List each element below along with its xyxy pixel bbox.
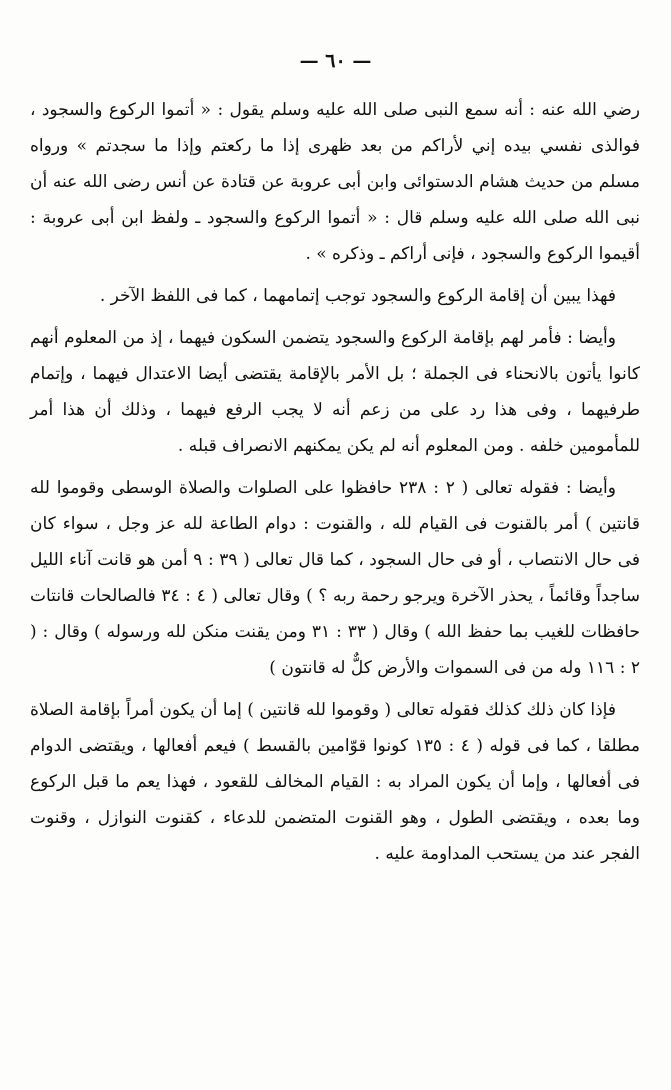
paragraph-tranquility: وأيضا : فأمر لهم بإقامة الركوع والسجود يتضمن السكون فيهما ، إذ من المعلوم أنهم كانوا يأتون بالانحناء فى الجملة ؛ بل الأمر بالإقامة يقتضى أيضا الاعتدال فيهما ، وإتمام طرفيهما ، وفى هذا رد على من زعم أنه لا يجب الرفع فيهما ، وذلك أن هذا أمر للمأمومين خلفه . ومن المعلوم أنه لم يكن يمكنهم الانصراف قبله . (30, 328, 640, 456)
page-body (30, 92, 640, 872)
paragraph-qunut: وأيضا : فقوله تعالى ( ٢ : ٢٣٨ حافظوا على الصلوات والصلاة الوسطى وقوموا لله قانتين ) أمر بالقنوت فى القيام لله ، والقنوت : دوام الطاعة لله عز وجل ، سواء كان فى حال الانتصاب ، أو فى حال السجود ، كما قال تعالى ( ٣٩ : ٩ أمن هو قانت آناء الليل ساجداً وقائماً ، يحذر الآخرة ويرجو رحمة ربه ؟ ) وقال تعالى ( ٤ : ٣٤ فالصالحات قانتات حافظات للغيب بما حفظ الله ) وقال ( ٣٣ : ٣١ ومن يقنت منكن لله ورسوله ) وقال : ( ٢ : ١١٦ وله من فى السموات والأرض كلٌّ له قانتون ) (30, 478, 640, 678)
paragraph-conclusion: فهذا يبين أن إقامة الركوع والسجود توجب إتمامهما ، كما فى اللفظ الآخر . (99, 286, 616, 306)
paragraph-qiyam: فإذا كان ذلك كذلك فقوله تعالى ( وقوموا لله قانتين ) إما أن يكون أمراً بإقامة الصلاة مطلقا ، كما فى قوله ( ٤ : ١٣٥ كونوا قوّامين بالقسط ) فيعم أفعالها ، ويقتضى الدوام فى أفعالها ، وإما أن يكون المراد به : القيام المخالف للقعود ، فهذا يعم ما قبل الركوع وما بعده ، ويقتضى الطول ، وهو القنوت المتضمن للدعاء ، كقنوت النوازل ، وقنوت الفجر عند من يستحب المداومة عليه . (30, 700, 640, 864)
paragraph-hadith: رضي الله عنه : أنه سمع النبى صلى الله عليه وسلم يقول : « أتموا الركوع والسجود ، فوالذى نفسي بيده إني لأراكم من بعد ظهرى إذا ما ركعتم وإذا ما سجدتم » ورواه مسلم من حديث هشام الدستوائى وابن أبى عروبة عن قتادة عن أنس رضى الله عنه أن نبى الله صلى الله عليه وسلم قال : « أتموا الركوع والسجود ـ ولفظ ابن أبى عروبة : أقيموا الركوع والسجود ، فإنى أراكم ـ وذكره » . (30, 100, 640, 264)
page-number: — ٦٠ — (299, 50, 372, 72)
